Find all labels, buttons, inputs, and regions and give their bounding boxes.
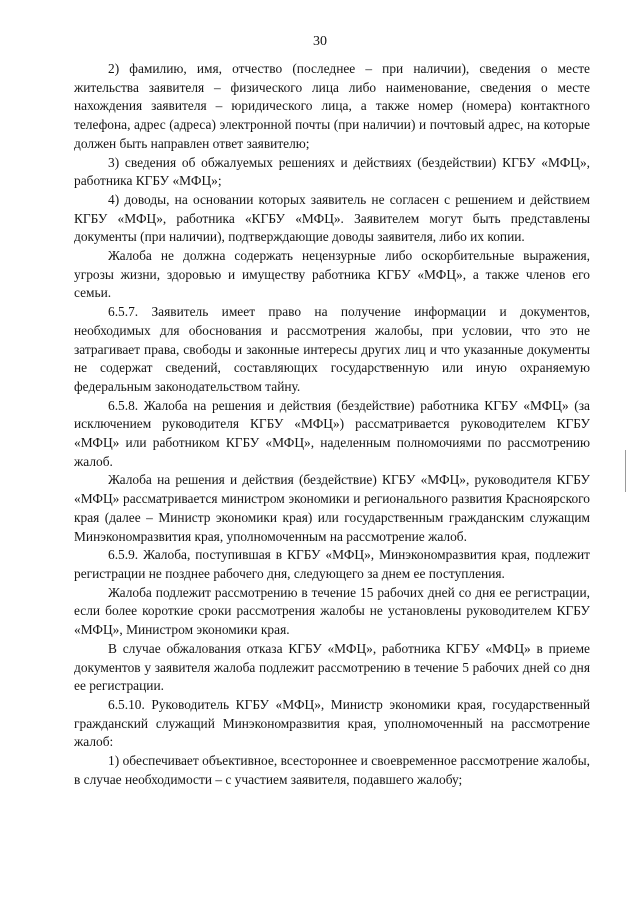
paragraph: Жалоба на решения и действия (бездействие) КГБУ «МФЦ», руководителя КГБУ «МФЦ» рассматривается министром экономики и регионального развития Красноярского края (далее – Министр экономики края) или государственным гражданским служащим Минэкономразвития края, уполномоченным на рассмотрение жалоб. xyxy=(74,472,590,544)
paragraph: В случае обжалования отказа КГБУ «МФЦ», работника КГБУ «МФЦ» в приеме документов у заявителя жалоба подлежит рассмотрению в течение 5 рабочих дней со дня ее регистрации. xyxy=(74,640,590,694)
paragraph: 3) сведения об обжалуемых решениях и действиях (бездействии) КГБУ «МФЦ», работника КГБУ «МФЦ»; xyxy=(74,154,590,189)
paragraph: 6.5.7. Заявитель имеет право на получение информации и документов, необходимых для обоснования и рассмотрения жалобы, при условии, что это не затрагивает права, свободы и законные интересы других лиц и что указанные документы не содержат сведений, составляющих государственную или иную охраняемую федеральным законодательством тайну. xyxy=(74,304,590,394)
document-body xyxy=(74,60,590,789)
paragraph: Жалоба не должна содержать нецензурные либо оскорбительные выражения, угрозы жизни, здоровью и имуществу работника КГБУ «МФЦ», а также членов его семьи. xyxy=(74,248,590,301)
paragraph: 6.5.8. Жалоба на решения и действия (бездействие) работника КГБУ «МФЦ» (за исключением руководителя КГБУ «МФЦ») рассматривается руководителем КГБУ «МФЦ» или работником КГБУ «МФЦ», наделенным полномочиями по рассмотрению жалоб. xyxy=(74,397,590,469)
paragraph: 4) доводы, на основании которых заявитель не согласен с решением и действием КГБУ «МФЦ», работника «КГБУ «МФЦ». Заявителем могут быть представлены документы (при наличии), подтверждающие доводы заявителя, либо их копии. xyxy=(74,191,590,245)
scan-artifact xyxy=(625,450,626,492)
page-number: 30 xyxy=(313,34,327,49)
paragraph: 6.5.9. Жалоба, поступившая в КГБУ «МФЦ», Минэкономразвития края, подлежит регистрации не позднее рабочего дня, следующего за днем ее поступления. xyxy=(74,547,590,581)
paragraph: 6.5.10. Руководитель КГБУ «МФЦ», Министр экономики края, государственный гражданский служащий Минэкономразвития края, уполномоченный на рассмотрение жалоб: xyxy=(74,696,590,750)
paragraph: Жалоба подлежит рассмотрению в течение 15 рабочих дней со дня ее регистрации, если более короткие сроки рассмотрения жалобы не установлены руководителем КГБУ «МФЦ», Министром экономики края. xyxy=(74,584,590,638)
paragraph: 2) фамилию, имя, отчество (последнее – при наличии), сведения о месте жительства заявителя – физического лица либо наименование, сведения о месте нахождения заявителя – юридического лица, а также номер (номера) контактного телефона, адрес (адреса) электронной почты (при наличии) и почтовый адрес, на которые должен быть направлен ответ заявителю; xyxy=(74,61,590,151)
paragraph: 1) обеспечивает объективное, всестороннее и своевременное рассмотрение жалобы, в случае необходимости – с участием заявителя, подавшего жалобу; xyxy=(74,753,590,787)
